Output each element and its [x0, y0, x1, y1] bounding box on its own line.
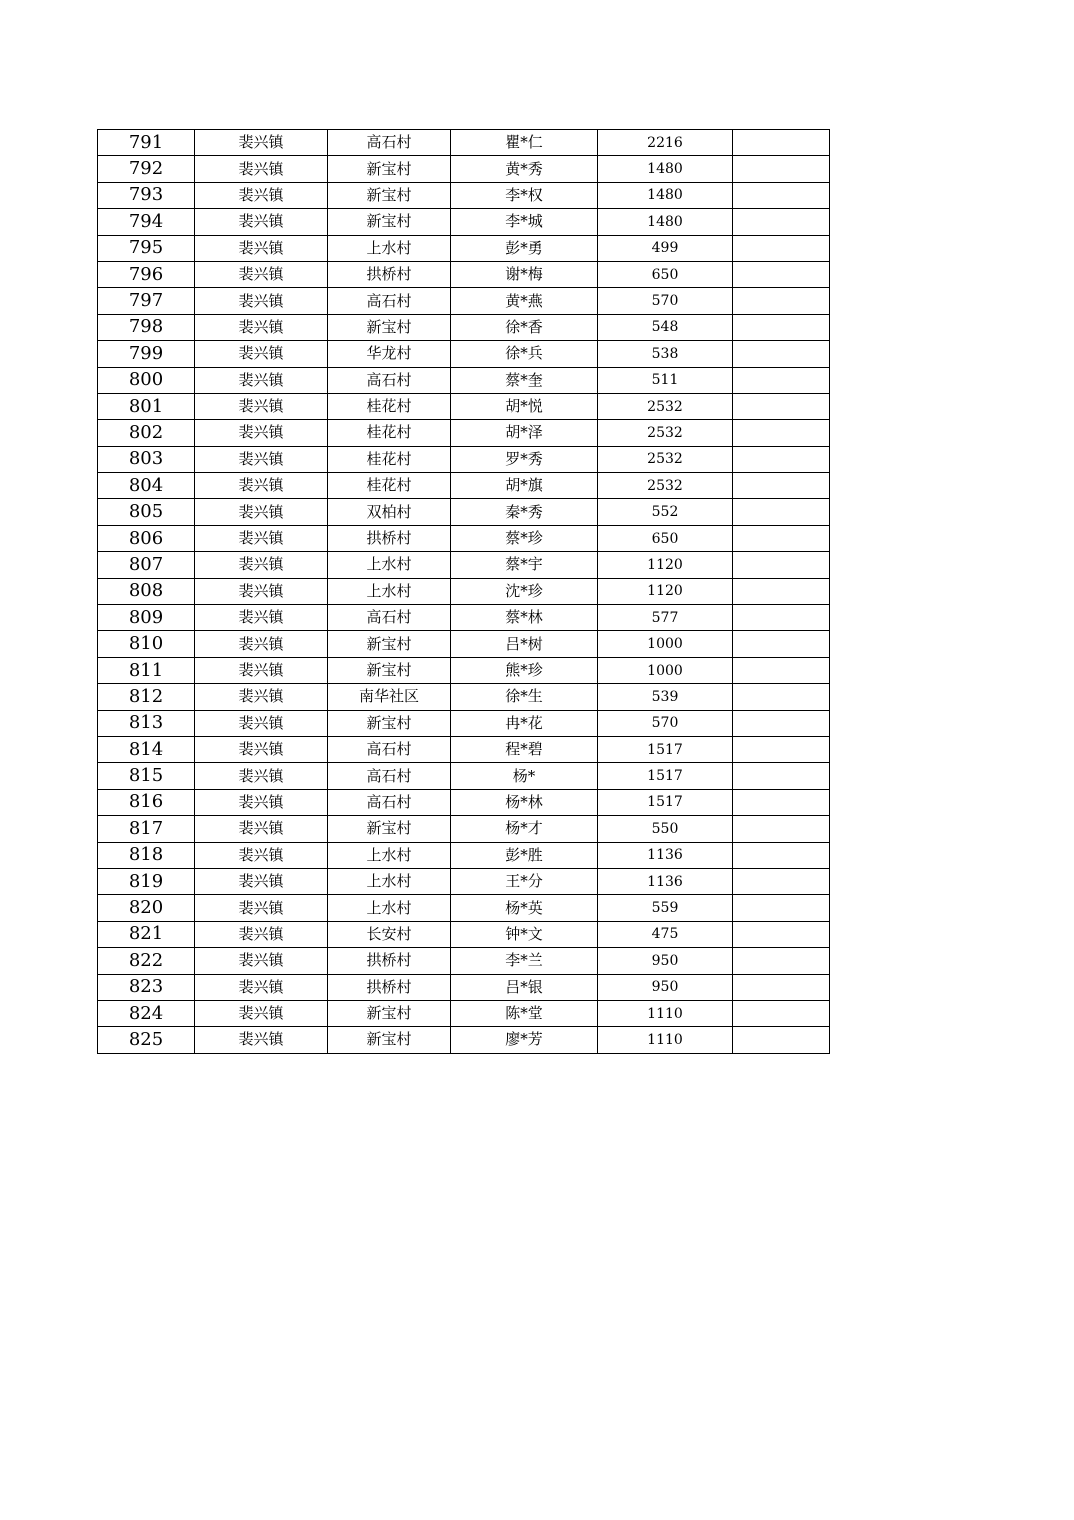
town-cell: 裴兴镇	[195, 261, 328, 287]
note-cell	[733, 710, 830, 736]
amount-cell: 499	[598, 235, 733, 261]
town-cell: 裴兴镇	[195, 578, 328, 604]
town-cell: 裴兴镇	[195, 684, 328, 710]
note-cell	[733, 446, 830, 472]
name-cell: 黄*燕	[451, 288, 598, 314]
town-cell: 裴兴镇	[195, 130, 328, 156]
amount-cell: 1000	[598, 657, 733, 683]
name-cell: 胡*悦	[451, 393, 598, 419]
amount-cell: 2216	[598, 130, 733, 156]
village-cell: 高石村	[328, 130, 451, 156]
town-cell: 裴兴镇	[195, 314, 328, 340]
name-cell: 熊*珍	[451, 657, 598, 683]
town-cell: 裴兴镇	[195, 209, 328, 235]
village-cell: 新宝村	[328, 657, 451, 683]
table-row	[98, 789, 830, 815]
town-cell: 裴兴镇	[195, 288, 328, 314]
town-cell: 裴兴镇	[195, 921, 328, 947]
note-cell	[733, 921, 830, 947]
note-cell	[733, 525, 830, 551]
row-number-cell: 803	[98, 446, 195, 472]
table-row	[98, 393, 830, 419]
town-cell: 裴兴镇	[195, 605, 328, 631]
note-cell	[733, 288, 830, 314]
row-number-cell: 814	[98, 736, 195, 762]
table-row	[98, 420, 830, 446]
row-number-cell: 810	[98, 631, 195, 657]
note-cell	[733, 156, 830, 182]
name-cell: 沈*珍	[451, 578, 598, 604]
town-cell: 裴兴镇	[195, 657, 328, 683]
table-row	[98, 182, 830, 208]
village-cell: 高石村	[328, 605, 451, 631]
row-number-cell: 817	[98, 816, 195, 842]
town-cell: 裴兴镇	[195, 552, 328, 578]
note-cell	[733, 261, 830, 287]
row-number-cell: 801	[98, 393, 195, 419]
row-number-cell: 808	[98, 578, 195, 604]
town-cell: 裴兴镇	[195, 736, 328, 762]
amount-cell: 559	[598, 895, 733, 921]
row-number-cell: 798	[98, 314, 195, 340]
row-number-cell: 813	[98, 710, 195, 736]
village-cell: 桂花村	[328, 420, 451, 446]
name-cell: 钟*文	[451, 921, 598, 947]
village-cell: 新宝村	[328, 209, 451, 235]
note-cell	[733, 684, 830, 710]
note-cell	[733, 736, 830, 762]
amount-cell: 570	[598, 710, 733, 736]
table-row	[98, 684, 830, 710]
name-cell: 蔡*宇	[451, 552, 598, 578]
table-row	[98, 974, 830, 1000]
table-row	[98, 552, 830, 578]
village-cell: 新宝村	[328, 1000, 451, 1026]
row-number-cell: 794	[98, 209, 195, 235]
table-row	[98, 763, 830, 789]
village-cell: 新宝村	[328, 182, 451, 208]
town-cell: 裴兴镇	[195, 974, 328, 1000]
table-row	[98, 605, 830, 631]
amount-cell: 950	[598, 948, 733, 974]
name-cell: 彭*胜	[451, 842, 598, 868]
note-cell	[733, 499, 830, 525]
row-number-cell: 804	[98, 473, 195, 499]
name-cell: 彭*勇	[451, 235, 598, 261]
row-number-cell: 807	[98, 552, 195, 578]
village-cell: 上水村	[328, 578, 451, 604]
table-body	[98, 130, 830, 1054]
village-cell: 双柏村	[328, 499, 451, 525]
note-cell	[733, 868, 830, 894]
amount-cell: 511	[598, 367, 733, 393]
town-cell: 裴兴镇	[195, 473, 328, 499]
name-cell: 杨*	[451, 763, 598, 789]
note-cell	[733, 948, 830, 974]
name-cell: 徐*兵	[451, 341, 598, 367]
name-cell: 廖*芳	[451, 1027, 598, 1053]
village-cell: 上水村	[328, 868, 451, 894]
table-row	[98, 578, 830, 604]
row-number-cell: 815	[98, 763, 195, 789]
row-number-cell: 824	[98, 1000, 195, 1026]
note-cell	[733, 235, 830, 261]
amount-cell: 548	[598, 314, 733, 340]
amount-cell: 1000	[598, 631, 733, 657]
town-cell: 裴兴镇	[195, 235, 328, 261]
amount-cell: 1136	[598, 842, 733, 868]
town-cell: 裴兴镇	[195, 710, 328, 736]
table-row	[98, 314, 830, 340]
table-row	[98, 261, 830, 287]
amount-cell: 2532	[598, 420, 733, 446]
table-row	[98, 367, 830, 393]
name-cell: 徐*生	[451, 684, 598, 710]
town-cell: 裴兴镇	[195, 842, 328, 868]
table-row	[98, 1027, 830, 1053]
row-number-cell: 818	[98, 842, 195, 868]
name-cell: 秦*秀	[451, 499, 598, 525]
village-cell: 桂花村	[328, 393, 451, 419]
note-cell	[733, 420, 830, 446]
table-row	[98, 473, 830, 499]
table-row	[98, 842, 830, 868]
row-number-cell: 820	[98, 895, 195, 921]
table-row	[98, 235, 830, 261]
name-cell: 蔡*奎	[451, 367, 598, 393]
name-cell: 李*权	[451, 182, 598, 208]
amount-cell: 1517	[598, 736, 733, 762]
village-cell: 南华社区	[328, 684, 451, 710]
village-cell: 新宝村	[328, 816, 451, 842]
amount-cell: 1120	[598, 552, 733, 578]
note-cell	[733, 842, 830, 868]
note-cell	[733, 895, 830, 921]
row-number-cell: 822	[98, 948, 195, 974]
amount-cell: 539	[598, 684, 733, 710]
town-cell: 裴兴镇	[195, 446, 328, 472]
name-cell: 冉*花	[451, 710, 598, 736]
name-cell: 程*碧	[451, 736, 598, 762]
note-cell	[733, 657, 830, 683]
table-row	[98, 288, 830, 314]
row-number-cell: 805	[98, 499, 195, 525]
amount-cell: 475	[598, 921, 733, 947]
row-number-cell: 806	[98, 525, 195, 551]
row-number-cell: 793	[98, 182, 195, 208]
row-number-cell: 795	[98, 235, 195, 261]
name-cell: 杨*林	[451, 789, 598, 815]
amount-cell: 650	[598, 525, 733, 551]
town-cell: 裴兴镇	[195, 868, 328, 894]
amount-cell: 577	[598, 605, 733, 631]
village-cell: 拱桥村	[328, 525, 451, 551]
name-cell: 瞿*仁	[451, 130, 598, 156]
village-cell: 华龙村	[328, 341, 451, 367]
row-number-cell: 825	[98, 1027, 195, 1053]
village-cell: 上水村	[328, 895, 451, 921]
amount-cell: 950	[598, 974, 733, 1000]
village-cell: 高石村	[328, 367, 451, 393]
amount-cell: 1110	[598, 1000, 733, 1026]
village-cell: 桂花村	[328, 446, 451, 472]
amount-cell: 1480	[598, 182, 733, 208]
name-cell: 徐*香	[451, 314, 598, 340]
note-cell	[733, 341, 830, 367]
amount-cell: 1120	[598, 578, 733, 604]
table-row	[98, 525, 830, 551]
note-cell	[733, 314, 830, 340]
row-number-cell: 816	[98, 789, 195, 815]
name-cell: 李*兰	[451, 948, 598, 974]
note-cell	[733, 1000, 830, 1026]
village-cell: 高石村	[328, 763, 451, 789]
note-cell	[733, 1027, 830, 1053]
town-cell: 裴兴镇	[195, 816, 328, 842]
name-cell: 吕*银	[451, 974, 598, 1000]
amount-cell: 650	[598, 261, 733, 287]
village-cell: 新宝村	[328, 710, 451, 736]
name-cell: 蔡*珍	[451, 525, 598, 551]
town-cell: 裴兴镇	[195, 420, 328, 446]
row-number-cell: 819	[98, 868, 195, 894]
name-cell: 杨*才	[451, 816, 598, 842]
amount-cell: 2532	[598, 473, 733, 499]
amount-cell: 1517	[598, 789, 733, 815]
amount-cell: 1517	[598, 763, 733, 789]
note-cell	[733, 816, 830, 842]
town-cell: 裴兴镇	[195, 1027, 328, 1053]
table-row	[98, 341, 830, 367]
village-cell: 新宝村	[328, 1027, 451, 1053]
note-cell	[733, 974, 830, 1000]
row-number-cell: 802	[98, 420, 195, 446]
table-row	[98, 156, 830, 182]
village-cell: 拱桥村	[328, 261, 451, 287]
name-cell: 罗*秀	[451, 446, 598, 472]
note-cell	[733, 209, 830, 235]
table-row	[98, 895, 830, 921]
row-number-cell: 796	[98, 261, 195, 287]
town-cell: 裴兴镇	[195, 525, 328, 551]
amount-cell: 1110	[598, 1027, 733, 1053]
table-row	[98, 948, 830, 974]
table-row	[98, 736, 830, 762]
table-row	[98, 1000, 830, 1026]
name-cell: 蔡*林	[451, 605, 598, 631]
amount-cell: 570	[598, 288, 733, 314]
village-cell: 长安村	[328, 921, 451, 947]
town-cell: 裴兴镇	[195, 182, 328, 208]
note-cell	[733, 631, 830, 657]
note-cell	[733, 367, 830, 393]
town-cell: 裴兴镇	[195, 948, 328, 974]
town-cell: 裴兴镇	[195, 1000, 328, 1026]
note-cell	[733, 182, 830, 208]
name-cell: 王*分	[451, 868, 598, 894]
village-cell: 新宝村	[328, 156, 451, 182]
village-cell: 高石村	[328, 288, 451, 314]
town-cell: 裴兴镇	[195, 631, 328, 657]
amount-cell: 2532	[598, 393, 733, 419]
town-cell: 裴兴镇	[195, 763, 328, 789]
note-cell	[733, 473, 830, 499]
town-cell: 裴兴镇	[195, 393, 328, 419]
amount-cell: 538	[598, 341, 733, 367]
amount-cell: 552	[598, 499, 733, 525]
village-cell: 上水村	[328, 235, 451, 261]
town-cell: 裴兴镇	[195, 341, 328, 367]
row-number-cell: 823	[98, 974, 195, 1000]
village-cell: 新宝村	[328, 631, 451, 657]
village-cell: 高石村	[328, 736, 451, 762]
town-cell: 裴兴镇	[195, 499, 328, 525]
name-cell: 胡*泽	[451, 420, 598, 446]
name-cell: 吕*树	[451, 631, 598, 657]
town-cell: 裴兴镇	[195, 156, 328, 182]
note-cell	[733, 552, 830, 578]
row-number-cell: 791	[98, 130, 195, 156]
village-cell: 上水村	[328, 552, 451, 578]
town-cell: 裴兴镇	[195, 789, 328, 815]
data-table	[97, 129, 830, 1054]
name-cell: 杨*英	[451, 895, 598, 921]
name-cell: 黄*秀	[451, 156, 598, 182]
amount-cell: 1480	[598, 209, 733, 235]
name-cell: 陈*堂	[451, 1000, 598, 1026]
table-row	[98, 868, 830, 894]
row-number-cell: 792	[98, 156, 195, 182]
row-number-cell: 812	[98, 684, 195, 710]
amount-cell: 550	[598, 816, 733, 842]
table-row	[98, 631, 830, 657]
table-row	[98, 209, 830, 235]
table-row	[98, 816, 830, 842]
table-row	[98, 130, 830, 156]
village-cell: 拱桥村	[328, 974, 451, 1000]
row-number-cell: 797	[98, 288, 195, 314]
town-cell: 裴兴镇	[195, 367, 328, 393]
row-number-cell: 800	[98, 367, 195, 393]
town-cell: 裴兴镇	[195, 895, 328, 921]
row-number-cell: 809	[98, 605, 195, 631]
village-cell: 高石村	[328, 789, 451, 815]
note-cell	[733, 130, 830, 156]
note-cell	[733, 605, 830, 631]
amount-cell: 1480	[598, 156, 733, 182]
table-row	[98, 446, 830, 472]
village-cell: 上水村	[328, 842, 451, 868]
note-cell	[733, 763, 830, 789]
table-row	[98, 499, 830, 525]
table-row	[98, 921, 830, 947]
table-row	[98, 657, 830, 683]
table-row	[98, 710, 830, 736]
note-cell	[733, 789, 830, 815]
amount-cell: 1136	[598, 868, 733, 894]
row-number-cell: 811	[98, 657, 195, 683]
amount-cell: 2532	[598, 446, 733, 472]
note-cell	[733, 393, 830, 419]
name-cell: 胡*旗	[451, 473, 598, 499]
row-number-cell: 821	[98, 921, 195, 947]
note-cell	[733, 578, 830, 604]
name-cell: 李*城	[451, 209, 598, 235]
village-cell: 新宝村	[328, 314, 451, 340]
village-cell: 拱桥村	[328, 948, 451, 974]
name-cell: 谢*梅	[451, 261, 598, 287]
village-cell: 桂花村	[328, 473, 451, 499]
row-number-cell: 799	[98, 341, 195, 367]
